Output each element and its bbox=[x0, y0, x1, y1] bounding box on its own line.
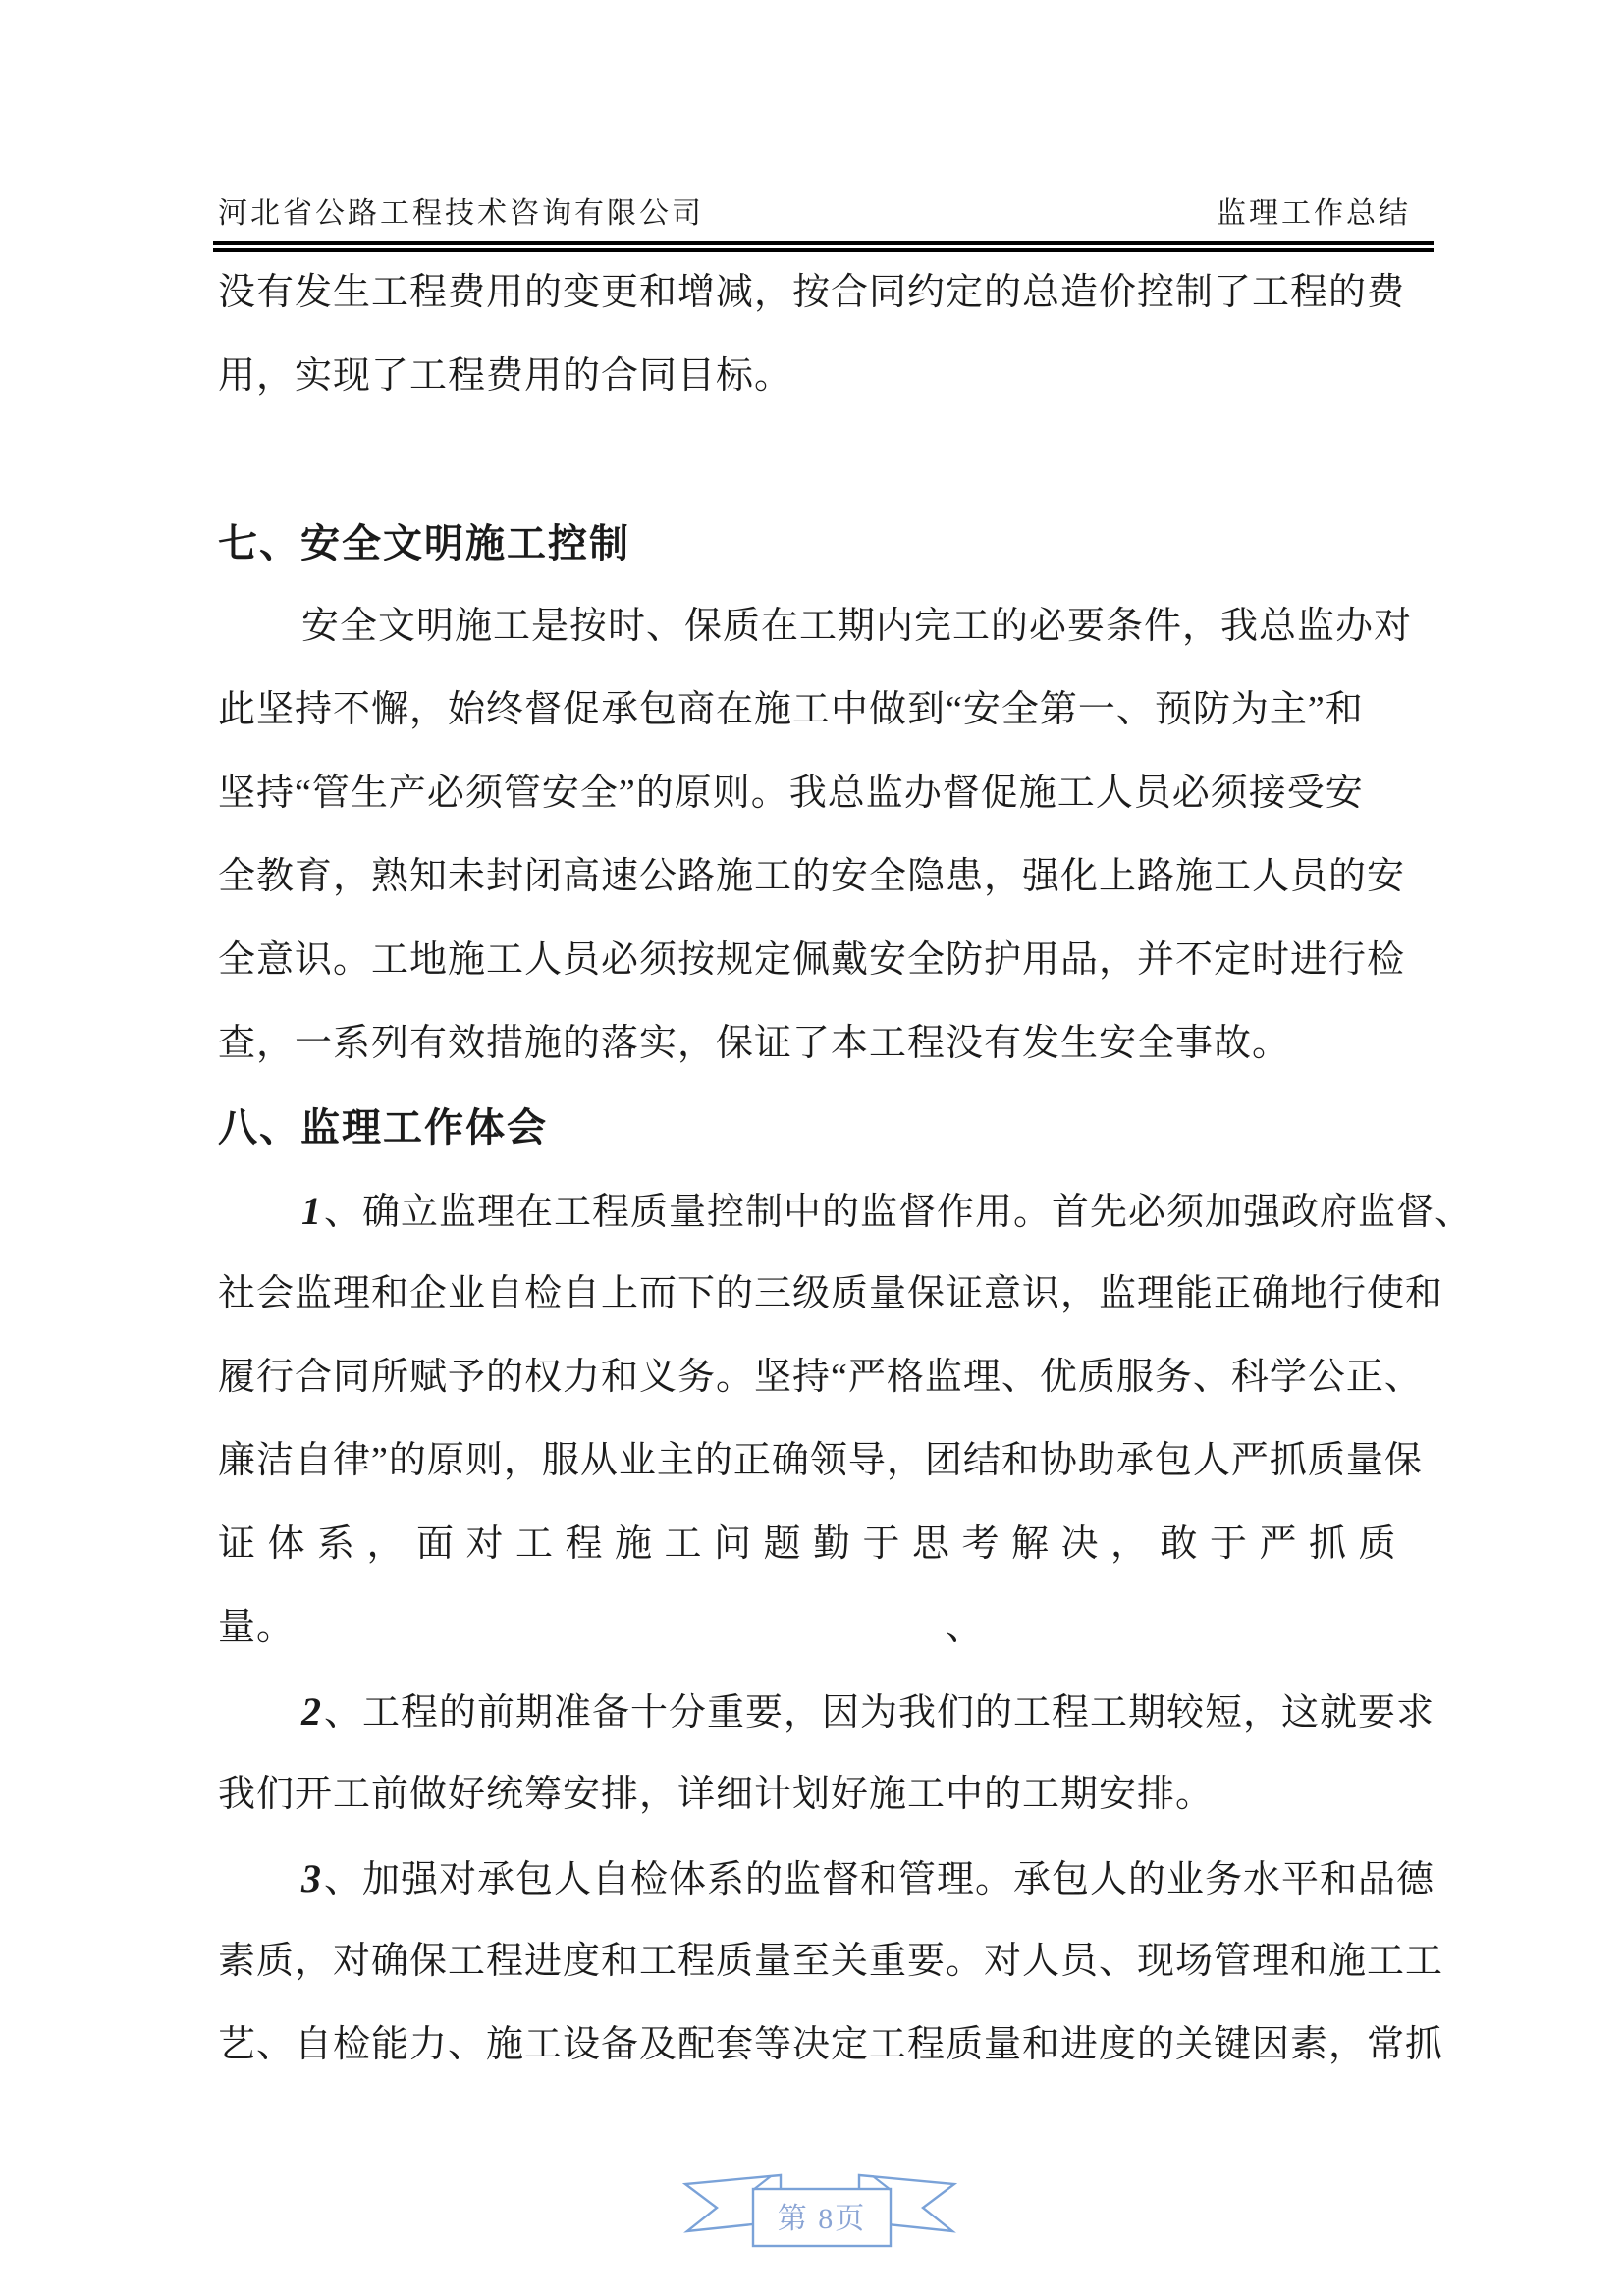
text-line: 此坚持不懈，始终督促承包商在施工中做到“安全第一、预防为主”和 bbox=[218, 689, 1364, 730]
text-line: 用，实现了工程费用的合同目标。 bbox=[218, 355, 793, 397]
text-line: 全意识。工地施工人员必须按规定佩戴安全防护用品，并不定时进行检 bbox=[218, 939, 1406, 981]
paragraph-number: 1 bbox=[301, 1189, 322, 1233]
text-line: 廉洁自律”的原则，服从业主的正确领导，团结和协助承包人严抓质量保 bbox=[218, 1440, 1423, 1481]
text-line: 我们开工前做好统筹安排，详细计划好施工中的工期安排。 bbox=[218, 1774, 1215, 1815]
text-line bbox=[218, 1837, 1435, 1920]
section-heading-7: 七、安全文明施工控制 bbox=[218, 521, 630, 565]
text-line: 全教育，熟知未封闭高速公路施工的安全隐患，强化上路施工人员的安 bbox=[218, 856, 1406, 897]
text-line: 坚持“管生产必须管安全”的原则。我总监办督促施工人员必须接受安 bbox=[218, 773, 1364, 814]
text-line-rest: 、加强对承包人自检体系的监督和管理。承包人的业务水平和品德 bbox=[324, 1859, 1435, 1900]
text-line bbox=[218, 1169, 1474, 1253]
text-line: 艺、自检能力、施工设备及配套等决定工程质量和进度的关键因素，常抓 bbox=[218, 2024, 1444, 2065]
text-line: 履行合同所赋予的权力和义务。坚持“严格监理、优质服务、科学公正、 bbox=[218, 1357, 1423, 1398]
text-line: 安全文明施工是按时、保质在工期内完工的必要条件，我总监办对 bbox=[301, 606, 1413, 647]
page-footer bbox=[682, 2167, 957, 2250]
paragraph-number: 2 bbox=[301, 1689, 322, 1734]
text-line-rest: 、确立监理在工程质量控制中的监督作用。首先必须加强政府监督、 bbox=[324, 1192, 1474, 1233]
text-line: 查，一系列有效措施的落实，保证了本工程没有发生安全事故。 bbox=[218, 1023, 1291, 1064]
text-line bbox=[218, 1586, 1411, 1670]
blank-line bbox=[218, 418, 1411, 502]
text-line: 没有发生工程费用的变更和增减，按合同约定的总造价控制了工程的费 bbox=[218, 272, 1406, 313]
page-header bbox=[218, 188, 1411, 232]
text-line: 素质，对确保工程进度和工程质量至关重要。对人员、现场管理和施工工 bbox=[218, 1941, 1444, 1982]
text-line: 社会监理和企业自检自上而下的三级质量保证意识，监理能正确地行使和 bbox=[218, 1273, 1444, 1314]
text-line-rest: 、工程的前期准备十分重要，因为我们的工程工期较短，这就要求 bbox=[324, 1692, 1435, 1734]
ribbon-icon bbox=[682, 2167, 957, 2250]
stray-comma-mark: 、 bbox=[946, 1607, 984, 1648]
body-text bbox=[218, 251, 1474, 2087]
text-line-rest: 量。 bbox=[218, 1607, 296, 1648]
section-heading-8: 八、监理工作体会 bbox=[218, 1105, 548, 1149]
text-line: 证体系，面对工程施工问题勤于思考解决，敢于严抓质 bbox=[218, 1523, 1409, 1565]
paragraph-number: 3 bbox=[301, 1856, 322, 1900]
text-line bbox=[218, 1670, 1435, 1753]
header-company: 河北省公路工程技术咨询有限公司 bbox=[218, 197, 704, 230]
header-doc-title: 监理工作总结 bbox=[1217, 197, 1411, 230]
page-number-label: 第 8页 bbox=[777, 2203, 867, 2235]
